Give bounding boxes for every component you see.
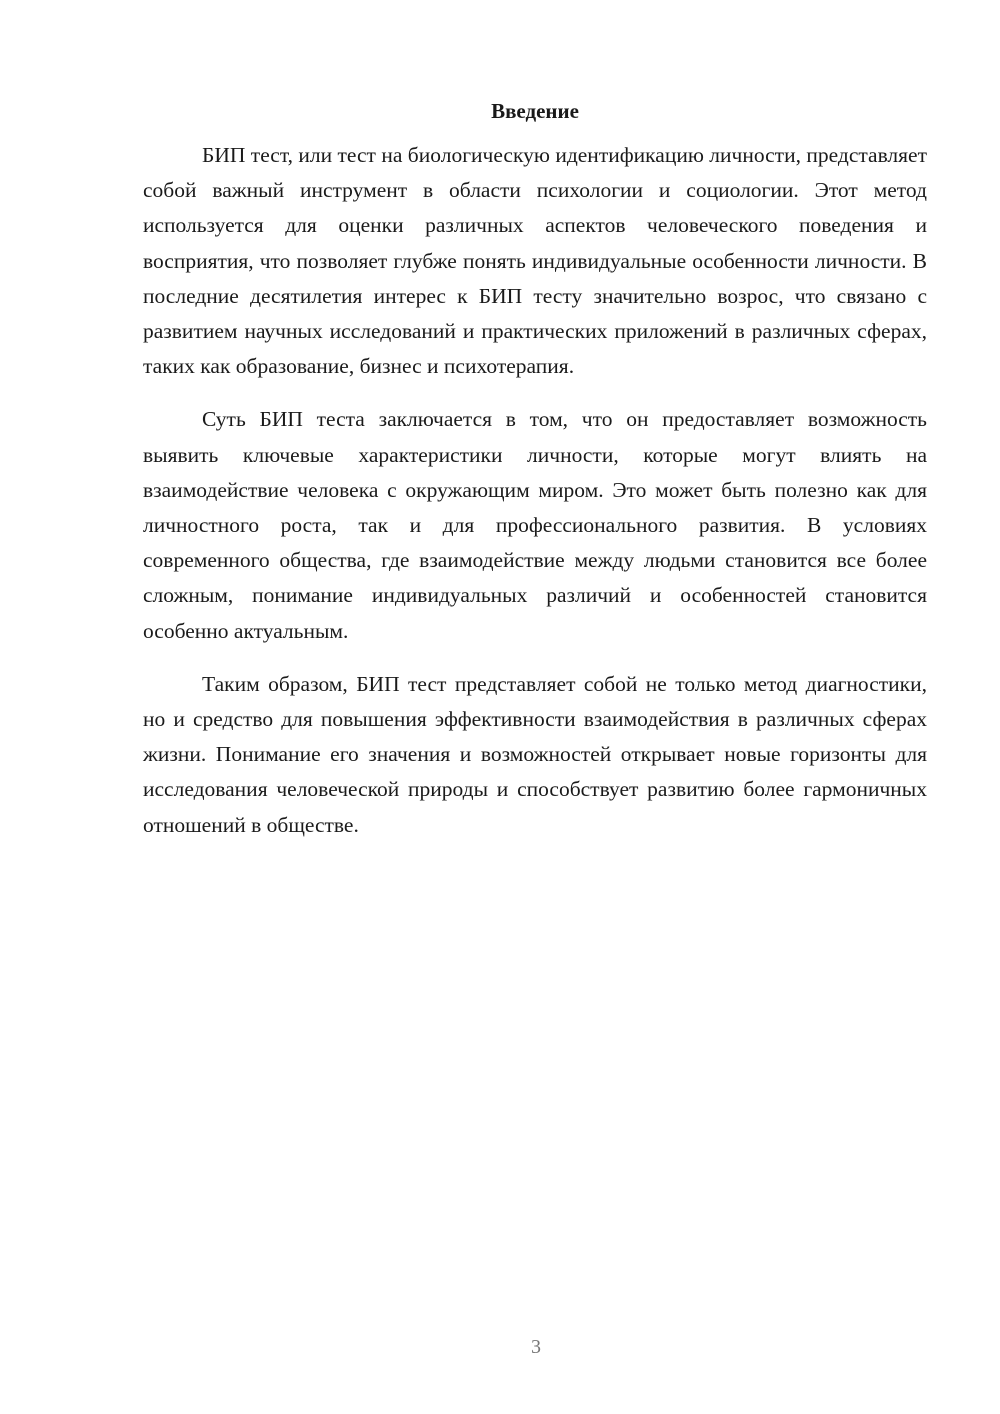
paragraph-2: Суть БИП теста заключается в том, что он предоставляет возможность выявить ключевые характеристики личности, которые могут влиять на взаимодействие человека с окружающим миром. Это может быть полезно как для личностного роста, так и для профессионального развития. В условиях современного общества, где взаимодействие между людьми становится все более сложным, понимание индивидуальных различий и особенностей становится особенно актуальным.	[143, 407, 927, 643]
paragraph-1: БИП тест, или тест на биологическую идентификацию личности, представляет собой важный инструмент в области психологии и социологии. Этот метод используется для оценки различных аспектов человеческого поведения и восприятия, что позволяет глубже понять индивидуальные особенности личности. В последние десятилетия интерес к БИП тесту значительно возрос, что связано с развитием научных исследований и практических приложений в различных сферах, таких как образование, бизнес и психотерапия.	[143, 143, 927, 379]
section-heading: Введение	[491, 99, 579, 123]
page-content	[143, 96, 927, 861]
paragraph-3: Таким образом, БИП тест представляет собой не только метод диагностики, но и средство для повышения эффективности взаимодействия в различных сферах жизни. Понимание его значения и возможностей открывает новые горизонты для исследования человеческой природы и способствует развитию более гармоничных отношений в обществе.	[143, 671, 927, 837]
page-number: 3	[531, 1336, 541, 1358]
